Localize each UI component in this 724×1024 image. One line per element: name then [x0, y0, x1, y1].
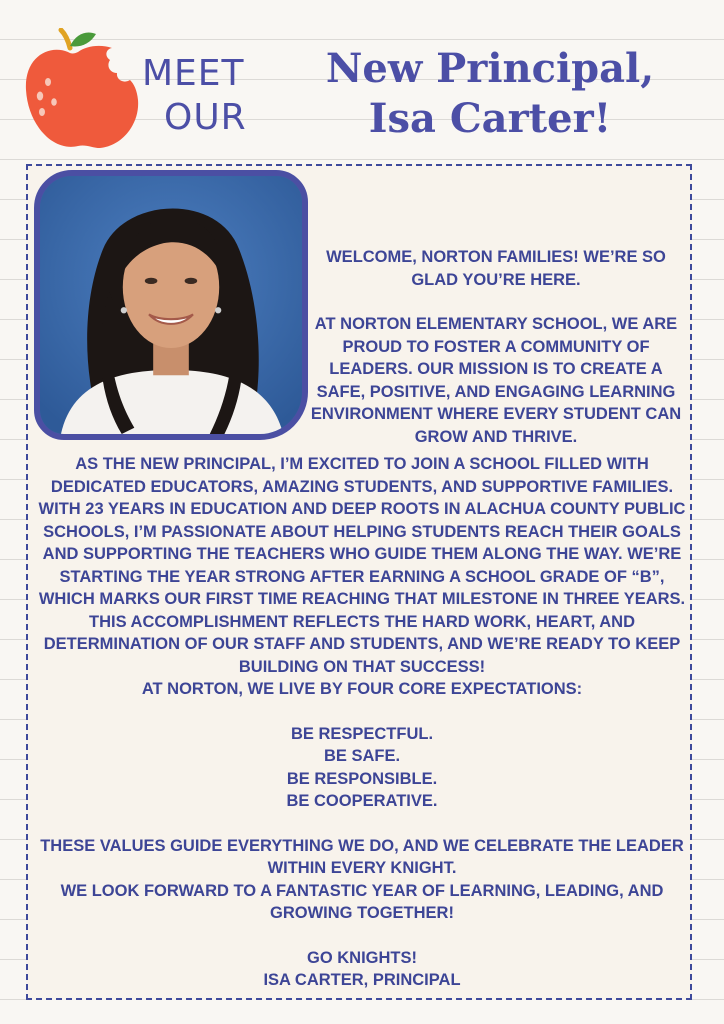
principal-photo [34, 170, 308, 440]
letter-body [30, 453, 694, 992]
signature-text: ISA CARTER, PRINCIPAL [263, 971, 461, 989]
our-word: OUR [164, 97, 247, 138]
expectation-item: BE RESPONSIBLE. [286, 769, 438, 788]
apple-icon [18, 28, 148, 158]
expectation-item: BE RESPECTFUL. [290, 724, 434, 743]
welcome-text: WELCOME, NORTON FAMILIES! WE’RE SO GLAD YOU’RE HERE. [326, 248, 666, 289]
page-title [280, 44, 700, 144]
meet-word: MEET [142, 53, 245, 94]
intro-paragraph: AS THE NEW PRINCIPAL, I’M EXCITED TO JOIN A SCHOOL FILLED WITH DEDICATED EDUCATORS, AMAZING STUDENTS, AND SUPPORTIVE FAMILIES. WITH 23 YEARS IN EDUCATION AND DEEP ROOTS IN ALACHUA COUNTY PUBLIC SCHOOLS, I’M PASSIONATE ABOUT HELPING STUDENTS REACH THEIR GOALS AND SUPPORTING THE TEACHERS WHO GUIDE THEM ALONG THE WAY. WE’RE STARTING THE YEAR STRONG AFTER EARNING A SCHOOL GRADE OF “B”, WHICH MARKS OUR FIRST TIME REACHING THAT MILESTONE IN THREE YEARS. THIS ACCOMPLISHMENT REFLECTS THE HARD WORK, HEART, AND DETERMINATION OF OUR STAFF AND STUDENTS, AND WE’RE READY TO KEEP BUILDING ON THAT SUCCESS! [38, 455, 686, 676]
welcome-block [308, 246, 684, 448]
title-line-2: Isa Carter! [368, 95, 612, 142]
expectation-item: BE SAFE. [323, 747, 401, 765]
title-line-1: New Principal, [325, 45, 655, 92]
mission-text: AT NORTON ELEMENTARY SCHOOL, WE ARE PROUD TO FOSTER A COMMUNITY OF LEADERS. OUR MISSION IS TO CREATE A SAFE, POSITIVE, AND ENGAGING LEARNING ENVIRONMENT WHERE EVERY STUDENT CAN GROW AND THRIVE. [310, 315, 682, 446]
cheer-text: GO KNIGHTS! [307, 948, 417, 967]
values-paragraph: THESE VALUES GUIDE EVERYTHING WE DO, AND WE CELEBRATE THE LEADER WITHIN EVERY KNIGHT. [40, 836, 684, 877]
closing-paragraph: WE LOOK FORWARD TO A FANTASTIC YEAR OF LEARNING, LEADING, AND GROWING TOGETHER! [60, 881, 664, 922]
expectations-intro: AT NORTON, WE LIVE BY FOUR CORE EXPECTATIONS: [141, 680, 583, 698]
expectation-item: BE COOPERATIVE. [286, 792, 438, 810]
meet-our-label [142, 52, 272, 140]
